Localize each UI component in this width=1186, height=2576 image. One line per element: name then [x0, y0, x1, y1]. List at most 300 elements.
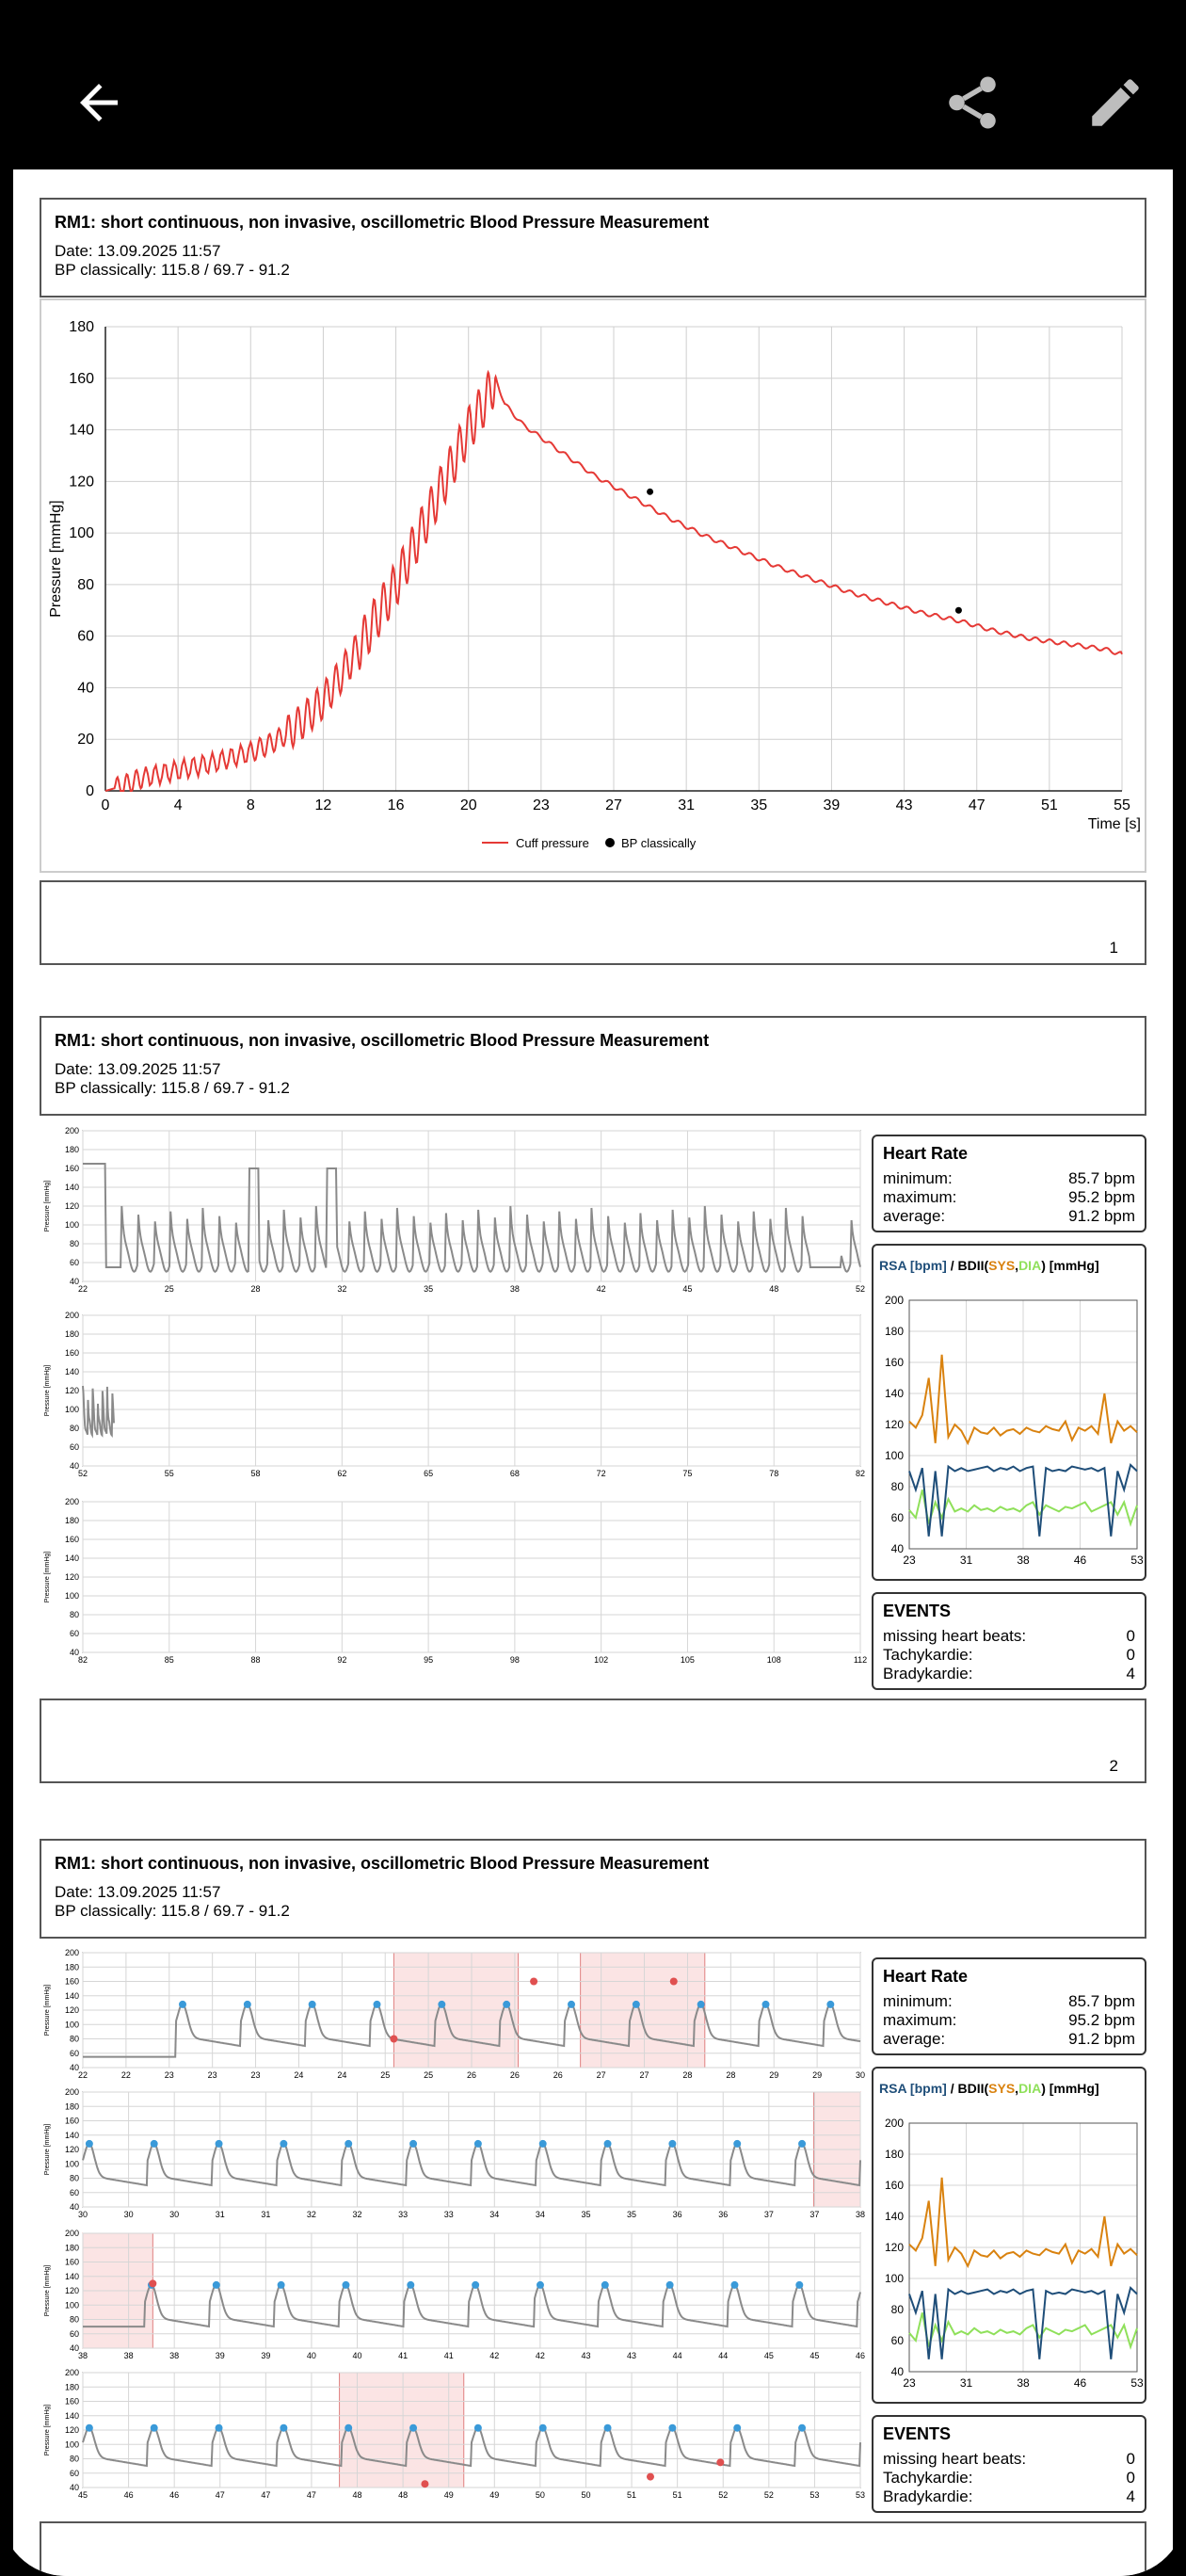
y-tick-label: 60	[69, 1629, 79, 1638]
pressure-overview-strips	[40, 1125, 868, 1690]
x-tick-label: 23	[250, 2070, 261, 2080]
x-tick-label: 53	[1130, 1554, 1144, 1567]
x-tick-label: 47	[215, 2490, 225, 2500]
y-tick-label: 180	[64, 1516, 79, 1525]
x-tick-label: 78	[769, 1469, 779, 1478]
rsa-title-part: ) [mmHg]	[1041, 1258, 1099, 1273]
x-tick-label: 58	[250, 1469, 261, 1478]
y-tick-label: 120	[69, 474, 94, 491]
x-tick-label: 26	[553, 2070, 563, 2080]
legend-cuff-label: Cuff pressure	[516, 836, 589, 850]
systolic-peak-marker	[539, 2424, 547, 2432]
y-tick-label: 80	[890, 1480, 904, 1493]
systolic-peak-marker	[213, 2281, 220, 2289]
heart-rate-box	[872, 1135, 1146, 1232]
heart-rate-box	[872, 1957, 1146, 2055]
systolic-peak-marker	[407, 2281, 414, 2289]
x-tick-label: 28	[726, 2070, 736, 2080]
systolic-peak-marker	[151, 2140, 158, 2148]
x-tick-label: 44	[718, 2351, 729, 2360]
brady-label: Bradykardie:	[883, 2487, 973, 2505]
event-marker	[670, 1978, 678, 1986]
hr-max-label: maximum:	[883, 2011, 957, 2029]
rsa-title	[879, 2081, 1099, 2096]
legend-bp-label: BP classically	[621, 836, 697, 850]
y-tick-label: 80	[69, 2454, 79, 2464]
event-marker	[390, 2036, 397, 2043]
x-tick-label: 48	[352, 2490, 362, 2500]
y-tick-label: 80	[69, 2034, 79, 2044]
x-tick-label: 53	[809, 2490, 820, 2500]
rsa-title	[879, 1258, 1099, 1273]
rsa-bdii-chart	[873, 2069, 1145, 2402]
event-marker	[149, 2279, 156, 2287]
y-tick-label: 160	[64, 1535, 79, 1544]
x-tick-label: 38	[77, 2351, 88, 2360]
event-marker	[647, 2473, 654, 2481]
y-tick-label: 200	[64, 2229, 79, 2238]
brady-value: 4	[1126, 2487, 1135, 2505]
systolic-peak-marker	[179, 2001, 186, 2008]
y-tick-label: 100	[69, 525, 94, 542]
y-tick-label: 200	[64, 1126, 79, 1135]
systolic-peak-marker	[668, 2140, 676, 2148]
missing-beats-value: 0	[1126, 2450, 1135, 2468]
bp-classically-point	[955, 607, 962, 614]
rsa-title-part: RSA [bpm]	[879, 1258, 947, 1273]
y-tick-label: 120	[884, 1418, 904, 1431]
rsa-title-part: ) [mmHg]	[1041, 2081, 1099, 2096]
hr-max-value: 95.2 bpm	[1068, 2011, 1135, 2029]
systolic-peak-marker	[309, 2001, 316, 2008]
y-axis-label: Pressure [mmHg]	[44, 2123, 51, 2176]
y-tick-label: 200	[64, 1497, 79, 1506]
y-tick-label: 60	[69, 2048, 79, 2058]
x-tick-label: 43	[627, 2351, 637, 2360]
pressure-detail-strips	[40, 1947, 868, 2516]
systolic-peak-marker	[604, 2140, 612, 2148]
event-marker	[421, 2480, 428, 2487]
edit-button[interactable]	[1073, 60, 1158, 145]
events-title: EVENTS	[883, 2424, 952, 2443]
x-tick-label: 47	[261, 2490, 271, 2500]
systolic-peak-marker	[86, 2424, 93, 2432]
report-bp: BP classically: 115.8 / 69.7 - 91.2	[55, 261, 290, 279]
y-tick-label: 180	[884, 2148, 904, 2161]
y-tick-label: 160	[64, 1164, 79, 1173]
tachy-value: 0	[1126, 2469, 1135, 2487]
systolic-peak-marker	[216, 2140, 223, 2148]
rsa-title-part: ,	[1015, 2081, 1019, 2096]
hr-min-value: 85.7 bpm	[1068, 1169, 1135, 1187]
y-tick-label: 100	[884, 2272, 904, 2285]
x-tick-label: 48	[398, 2490, 409, 2500]
tachy-label: Tachykardie:	[883, 1646, 973, 1664]
bp-classically-point	[647, 489, 653, 495]
x-tick-label: 82	[855, 1469, 866, 1478]
rsa-title-part: DIA	[1018, 2081, 1042, 2096]
rsa-title-part: / BDII(	[946, 1258, 989, 1273]
rsa-title-part: SYS	[988, 1258, 1016, 1273]
report-bp: BP classically: 115.8 / 69.7 - 91.2	[55, 1902, 290, 1920]
y-tick-label: 60	[69, 2328, 79, 2339]
y-tick-label: 40	[69, 1648, 79, 1657]
report-date: Date: 13.09.2025 11:57	[55, 1060, 221, 1078]
y-tick-label: 100	[64, 1591, 79, 1601]
events-box	[872, 1592, 1146, 1690]
y-tick-label: 200	[64, 2087, 79, 2097]
systolic-peak-marker	[697, 2001, 705, 2008]
y-tick-label: 140	[64, 2271, 79, 2281]
y-tick-label: 180	[64, 1329, 79, 1339]
x-tick-label: 30	[123, 2210, 134, 2219]
x-tick-label: 30	[77, 2210, 88, 2219]
y-tick-label: 160	[64, 2396, 79, 2407]
y-tick-label: 100	[64, 2300, 79, 2310]
x-tick-label: 32	[352, 2210, 362, 2219]
y-tick-label: 120	[64, 1201, 79, 1211]
y-tick-label: 60	[69, 2468, 79, 2478]
x-tick-label: 46	[169, 2490, 180, 2500]
systolic-peak-marker	[826, 2001, 834, 2008]
y-tick-label: 140	[64, 1183, 79, 1192]
x-tick-label: 44	[672, 2351, 682, 2360]
event-marker	[716, 2458, 724, 2466]
rsa-title-part: ,	[1015, 1258, 1019, 1273]
y-tick-label: 140	[884, 1387, 904, 1400]
y-tick-label: 80	[69, 2173, 79, 2183]
report-header-1	[40, 198, 1146, 298]
events-box	[872, 2415, 1146, 2513]
x-tick-label: 30	[855, 2070, 866, 2080]
back-arrow-icon	[71, 74, 127, 131]
cuff-pressure-chart	[41, 300, 1145, 871]
x-tick-label: 22	[120, 2070, 131, 2080]
x-tick-label: 26	[466, 2070, 477, 2080]
systolic-peak-marker	[409, 2424, 417, 2432]
x-tick-label: 39	[261, 2351, 271, 2360]
report-bp: BP classically: 115.8 / 69.7 - 91.2	[55, 1079, 290, 1097]
y-tick-label: 180	[64, 1145, 79, 1154]
y-axis-label: Pressure [mmHg]	[44, 2404, 51, 2456]
x-tick-label: 36	[672, 2210, 682, 2219]
x-tick-label: 33	[443, 2210, 454, 2219]
rsa-title-part: RSA [bpm]	[879, 2081, 947, 2096]
systolic-peak-marker	[633, 2001, 640, 2008]
y-tick-label: 120	[884, 2241, 904, 2254]
y-tick-label: 80	[69, 1239, 79, 1248]
systolic-peak-marker	[733, 2140, 741, 2148]
legend-bp-swatch	[605, 838, 615, 847]
report-title: RM1: short continuous, non invasive, oscillometric Blood Pressure Measurement	[55, 1854, 710, 1873]
x-tick-label: 53	[855, 2490, 866, 2500]
x-tick-label: 28	[250, 1284, 261, 1294]
systolic-peak-marker	[568, 2001, 575, 2008]
y-tick-label: 160	[64, 2116, 79, 2126]
systolic-peak-marker	[733, 2424, 741, 2432]
y-tick-label: 40	[69, 2202, 79, 2212]
y-tick-label: 40	[890, 2365, 904, 2378]
hr-avg-label: average:	[883, 2030, 946, 2048]
x-tick-label: 47	[306, 2490, 316, 2500]
y-tick-label: 120	[64, 1572, 79, 1582]
x-tick-label: 20	[459, 797, 477, 813]
x-tick-label: 31	[215, 2210, 225, 2219]
x-tick-label: 36	[718, 2210, 729, 2219]
notes-box-3	[40, 2521, 1146, 2576]
systolic-peak-marker	[668, 2424, 676, 2432]
x-tick-label: 47	[968, 797, 986, 813]
y-tick-label: 60	[69, 1258, 79, 1267]
x-tick-label: 24	[337, 2070, 347, 2080]
y-axis-label: Pressure [mmHg]	[44, 1180, 51, 1232]
x-tick-label: 85	[164, 1655, 174, 1665]
x-tick-label: 25	[424, 2070, 434, 2080]
systolic-peak-marker	[86, 2140, 93, 2148]
hr-min-label: minimum:	[883, 1169, 953, 1187]
hr-max-value: 95.2 bpm	[1068, 1188, 1135, 1206]
heart-rate-title: Heart Rate	[883, 1144, 969, 1163]
systolic-peak-marker	[244, 2001, 251, 2008]
x-tick-label: 51	[672, 2490, 682, 2500]
tachy-value: 0	[1126, 1646, 1135, 1664]
systolic-peak-marker	[345, 2424, 352, 2432]
y-tick-label: 40	[69, 1461, 79, 1471]
x-tick-label: 65	[424, 1469, 434, 1478]
x-tick-label: 92	[337, 1655, 347, 1665]
x-tick-label: 37	[763, 2210, 774, 2219]
x-tick-label: 45	[809, 2351, 820, 2360]
systolic-peak-marker	[474, 2140, 482, 2148]
x-tick-label: 25	[380, 2070, 391, 2080]
y-tick-label: 140	[64, 1367, 79, 1377]
x-tick-label: 50	[581, 2490, 591, 2500]
x-tick-label: 52	[763, 2490, 774, 2500]
x-tick-label: 51	[1040, 797, 1058, 813]
y-tick-label: 100	[64, 2020, 79, 2030]
y-tick-label: 60	[890, 1511, 904, 1524]
x-tick-label: 23	[532, 797, 550, 813]
x-tick-label: 50	[535, 2490, 545, 2500]
x-tick-label: 105	[680, 1655, 695, 1665]
y-axis-label: Pressure [mmHg]	[44, 1364, 51, 1417]
systolic-peak-marker	[762, 2001, 770, 2008]
notes-box-2	[40, 1699, 1146, 1783]
notes-box-1	[40, 880, 1146, 965]
x-tick-label: 40	[352, 2351, 362, 2360]
x-tick-label: 31	[261, 2210, 271, 2219]
systolic-peak-marker	[795, 2281, 803, 2289]
rsa-title-part: / BDII(	[946, 2081, 989, 2096]
report-content[interactable]	[13, 169, 1173, 2576]
x-tick-label: 62	[337, 1469, 347, 1478]
y-tick-label: 120	[64, 2005, 79, 2015]
y-tick-label: 160	[64, 1348, 79, 1358]
systolic-peak-marker	[604, 2424, 612, 2432]
x-tick-label: 46	[123, 2490, 134, 2500]
x-tick-label: 45	[763, 2351, 774, 2360]
y-tick-label: 120	[64, 2145, 79, 2154]
y-tick-label: 180	[884, 1325, 904, 1338]
x-tick-label: 23	[903, 2376, 916, 2390]
x-tick-label: 49	[489, 2490, 500, 2500]
app-toolbar	[13, 13, 1173, 169]
x-tick-label: 42	[535, 2351, 545, 2360]
x-tick-label: 39	[215, 2351, 225, 2360]
x-tick-label: 31	[959, 1554, 973, 1567]
rsa-title-part: SYS	[988, 2081, 1016, 2096]
x-tick-label: 33	[398, 2210, 409, 2219]
x-tick-label: 38	[509, 1284, 520, 1294]
y-tick-label: 40	[69, 2483, 79, 2492]
systolic-peak-marker	[151, 2424, 158, 2432]
x-tick-label: 39	[823, 797, 841, 813]
report-date: Date: 13.09.2025 11:57	[55, 242, 221, 260]
x-tick-label: 51	[627, 2490, 637, 2500]
x-axis-label: Time [s]	[1087, 816, 1141, 832]
y-tick-label: 40	[69, 2343, 79, 2353]
x-tick-label: 52	[77, 1469, 88, 1478]
systolic-peak-marker	[409, 2140, 417, 2148]
y-tick-label: 180	[64, 1962, 79, 1972]
systolic-peak-marker	[342, 2281, 349, 2289]
y-tick-label: 140	[64, 2130, 79, 2140]
y-tick-label: 180	[64, 2101, 79, 2112]
y-tick-label: 40	[77, 680, 94, 697]
x-tick-label: 38	[1017, 2376, 1030, 2390]
y-tick-label: 180	[64, 2382, 79, 2392]
x-tick-label: 108	[766, 1655, 781, 1665]
x-tick-label: 38	[123, 2351, 134, 2360]
x-tick-label: 38	[1017, 1554, 1030, 1567]
brady-value: 4	[1126, 1665, 1135, 1682]
x-tick-label: 23	[207, 2070, 217, 2080]
x-tick-label: 38	[855, 2210, 866, 2219]
x-tick-label: 22	[77, 1284, 88, 1294]
systolic-peak-marker	[601, 2281, 609, 2289]
x-tick-label: 55	[1114, 797, 1130, 813]
x-tick-label: 55	[164, 1469, 174, 1478]
x-tick-label: 28	[682, 2070, 693, 2080]
report-title: RM1: short continuous, non invasive, oscillometric Blood Pressure Measurement	[55, 213, 710, 232]
y-tick-label: 100	[64, 2159, 79, 2169]
hr-min-label: minimum:	[883, 1992, 953, 2010]
x-tick-label: 46	[1073, 1554, 1087, 1567]
systolic-peak-marker	[666, 2281, 674, 2289]
x-tick-label: 35	[581, 2210, 591, 2219]
x-tick-label: 41	[398, 2351, 409, 2360]
y-tick-label: 60	[890, 2334, 904, 2347]
y-axis-label: Pressure [mmHg]	[44, 2264, 51, 2317]
x-tick-label: 45	[77, 2490, 88, 2500]
y-tick-label: 20	[77, 732, 94, 749]
x-tick-label: 12	[314, 797, 332, 813]
edit-pencil-icon	[1084, 72, 1146, 134]
x-tick-label: 52	[855, 1284, 866, 1294]
x-tick-label: 31	[959, 2376, 973, 2390]
y-axis-label: Pressure [mmHg]	[44, 1984, 51, 2037]
y-tick-label: 60	[69, 1442, 79, 1452]
missing-beats-label: missing heart beats:	[883, 2450, 1027, 2468]
y-tick-label: 160	[64, 1976, 79, 1987]
x-tick-label: 43	[581, 2351, 591, 2360]
x-tick-label: 102	[594, 1655, 609, 1665]
y-tick-label: 140	[64, 1990, 79, 2001]
x-tick-label: 25	[164, 1284, 174, 1294]
report-date: Date: 13.09.2025 11:57	[55, 1883, 221, 1901]
systolic-peak-marker	[472, 2281, 479, 2289]
x-tick-label: 27	[596, 2070, 606, 2080]
y-tick-label: 120	[64, 1386, 79, 1395]
x-tick-label: 22	[77, 2070, 88, 2080]
share-icon	[941, 72, 1003, 134]
y-tick-label: 100	[64, 1220, 79, 1230]
y-tick-label: 80	[890, 2303, 904, 2316]
x-tick-label: 27	[605, 797, 622, 813]
x-tick-label: 40	[306, 2351, 316, 2360]
x-tick-label: 4	[173, 797, 183, 813]
x-tick-label: 88	[250, 1655, 261, 1665]
back-button[interactable]	[56, 60, 141, 145]
systolic-peak-marker	[798, 2140, 806, 2148]
x-tick-label: 37	[809, 2210, 820, 2219]
x-tick-label: 16	[387, 797, 405, 813]
y-tick-label: 0	[86, 783, 94, 799]
x-tick-label: 23	[164, 2070, 174, 2080]
systolic-peak-marker	[216, 2424, 223, 2432]
x-tick-label: 35	[627, 2210, 637, 2219]
x-tick-label: 35	[750, 797, 768, 813]
x-tick-label: 34	[535, 2210, 545, 2219]
x-tick-label: 53	[1130, 2376, 1144, 2390]
y-tick-label: 180	[64, 2243, 79, 2253]
events-title: EVENTS	[883, 1602, 952, 1620]
x-tick-label: 24	[294, 2070, 304, 2080]
x-tick-label: 42	[596, 1284, 606, 1294]
x-tick-label: 0	[101, 797, 110, 813]
x-tick-label: 23	[903, 1554, 916, 1567]
x-tick-label: 75	[682, 1469, 693, 1478]
share-button[interactable]	[930, 60, 1015, 145]
y-tick-label: 200	[884, 2117, 904, 2130]
x-tick-label: 48	[769, 1284, 779, 1294]
x-tick-label: 32	[337, 1284, 347, 1294]
cuff-chart-card	[40, 298, 1146, 873]
x-tick-label: 26	[509, 2070, 520, 2080]
systolic-peak-marker	[503, 2001, 510, 2008]
tachy-label: Tachykardie:	[883, 2469, 973, 2487]
hr-min-value: 85.7 bpm	[1068, 1992, 1135, 2010]
y-tick-label: 80	[69, 2314, 79, 2325]
y-tick-label: 120	[64, 2286, 79, 2295]
x-tick-label: 32	[306, 2210, 316, 2219]
hr-max-label: maximum:	[883, 1188, 957, 1206]
systolic-peak-marker	[798, 2424, 806, 2432]
page-number: 2	[1109, 1757, 1118, 1775]
x-tick-label: 45	[682, 1284, 693, 1294]
y-tick-label: 80	[77, 576, 94, 593]
y-tick-label: 140	[64, 2410, 79, 2421]
rsa-box	[872, 2067, 1146, 2404]
systolic-peak-marker	[537, 2281, 544, 2289]
y-tick-label: 80	[69, 1424, 79, 1433]
x-tick-label: 49	[443, 2490, 454, 2500]
report-header-3	[40, 1839, 1146, 1939]
y-tick-label: 100	[64, 1405, 79, 1414]
systolic-peak-marker	[345, 2140, 352, 2148]
x-tick-label: 8	[246, 797, 255, 813]
x-tick-label: 27	[639, 2070, 649, 2080]
